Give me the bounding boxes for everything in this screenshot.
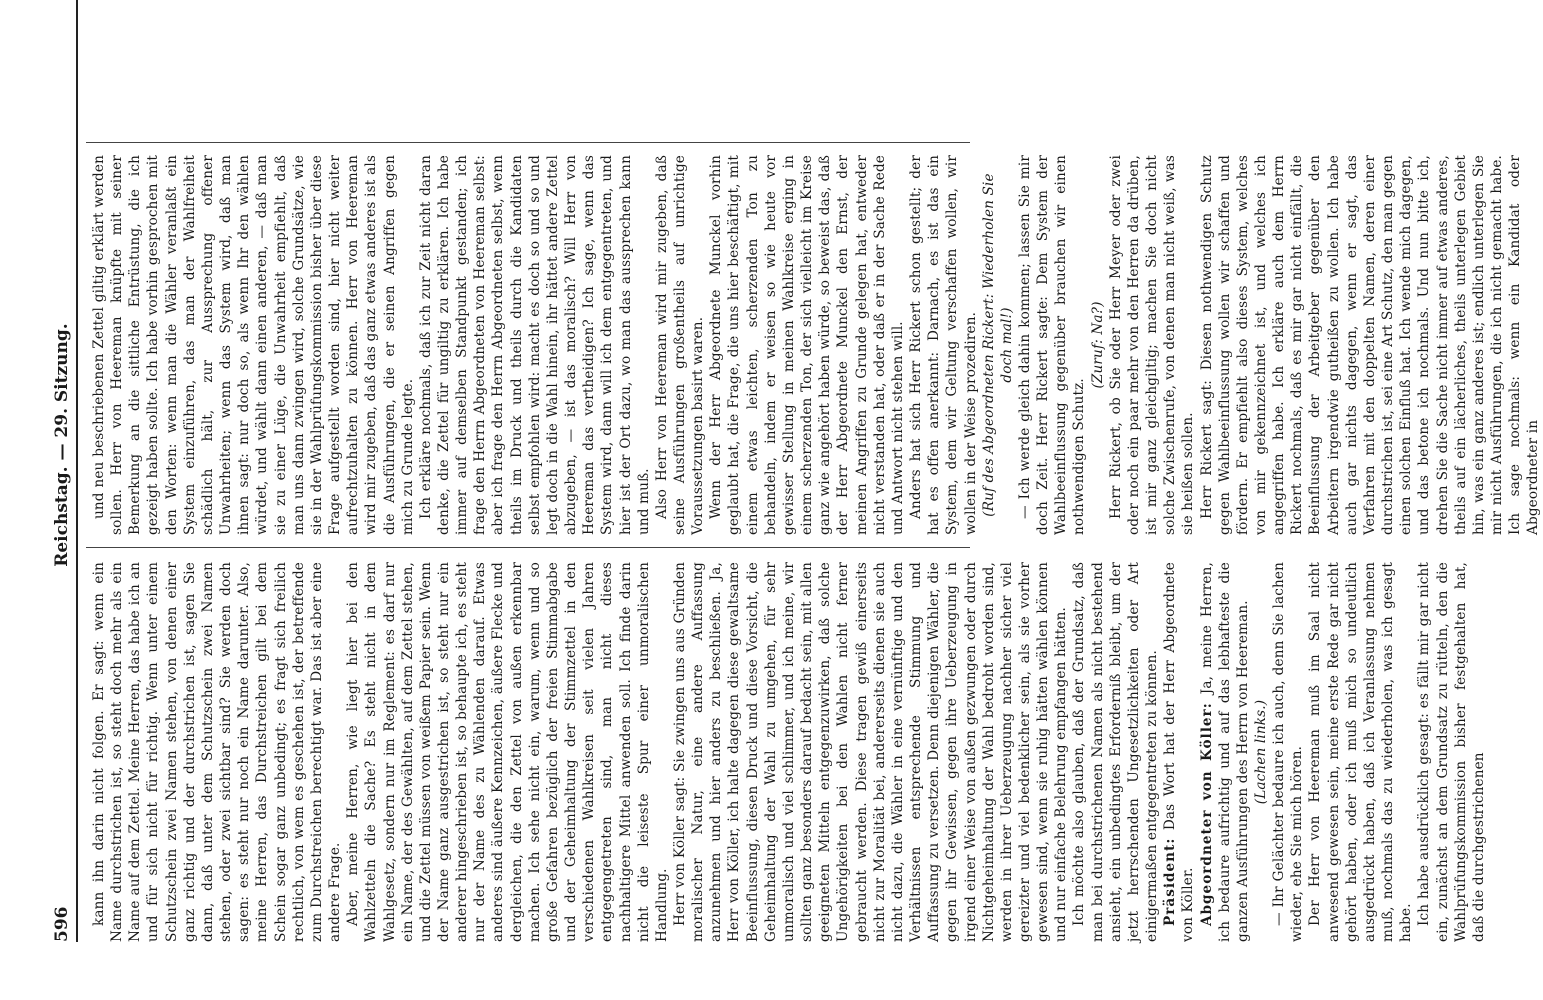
- speaker-paragraph: [1161, 562, 1197, 942]
- stage-direction: (Zuruf: Na?): [1089, 301, 1106, 389]
- page-header: [42, 0, 72, 942]
- body-paragraph: Anders hat sich Herr Rickert schon gestellt; der hat es offen anerkannt: Darnach, es ist das ein System, dem wir Geltung verschaffen wollen, wir wollen in der Weise prozediren.: [908, 155, 979, 535]
- body-paragraph: Ich möchte also glauben, daß der Grundsatz, daß man bei durchstrichenen Namen als nicht bestehend ansieht, ein unbedingtes Erforderniß bleibt, um der jetzt herrschenden Ungesetzlichkeiten oder Art einigermaßen entgegentreten zu können.: [1071, 562, 1161, 942]
- text-column-middle: [90, 155, 1542, 535]
- running-title: Reichstag. — 29. Sitzung.: [52, 323, 72, 567]
- stage-direction: (Ruf des Abgeordneten Rickert: Wiederholen Sie doch mal!): [980, 173, 1015, 517]
- page-number: 596: [52, 906, 72, 942]
- speech-text: Das Wort hat der Herr Abgeordnete von Köller.: [1162, 562, 1197, 942]
- column-divider: [86, 142, 970, 143]
- body-paragraph: Ich erkläre nochmals, daß ich zur Zeit nicht daran denke, die Zettel für ungiltig zu erklären. Ich habe immer auf demselben Standpunkt gestanden; ich frage den Herrn Abgeordneten von Heereman selbst: aber ich frage den Herrn Abgeordneten selbst, wenn theils im Druck und theils durch die Kandidaten selbst empfohlen wird: macht es doch so und so und legt doch in die Wahl hinein, ihr hättet andere Zettel abzugeben, — ist das moralisch? Will Herr von Heereman das vertheidigen? Ich sage, wenn das System wird, dann will ich dem entgegentreten, und hier ist der Ort dazu, wo man das aussprechen kann und muß.: [417, 155, 652, 535]
- body-paragraph: Herr Rickert, ob Sie oder Herr Meyer oder zwei oder noch ein paar mehr von den Herren da drüben, ist mir ganz gleichgiltig; machen Sie doch nicht solche Zwischenrufe, von denen man nicht weiß, was sie heißen sollen.: [1107, 155, 1197, 535]
- body-paragraph: Herr Rickert sagt: Diesen nothwendigen Schutz gegen Wahlbeeinflussung wollen wir schaffen und fördern. Er empfiehlt also dieses System, welches von mir gekennzeichnet ist, und welches ich angegriffen habe. Ich erkläre auch dem Herrn Rickert nochmals, daß es mir gar nicht einfällt, die Beeinflussung der Arbeitgeber gegenüber den Arbeitern irgendwie gutheißen zu wollen. Ich habe auch gar nichts dagegen, wenn er sagt, das Verfahren mit den doppelten Namen, deren einer durchstrichen ist, sei eine Art Schutz, den man gegen einen solchen Einfluß hat. Ich wende mich dagegen, und das betone ich nochmals. Und nun bitte ich, drehen Sie die Sache nicht immer auf etwas anderes, theils auf ein lächerliches, theils unterlegen Gebiet hin, was ein ganz anderes ist; endlich unterlegen Sie mir nicht Ausführungen, die ich nicht gemacht habe. Ich sage nochmals: wenn ein Kandidat oder Abgeordneter in: [1198, 155, 1542, 535]
- header-rule: [76, 0, 78, 942]
- body-paragraph: und neu beschriebenen Zettel giltig erklärt werden sollen. Herr von Heereman knüpfte mit seiner Bemerkung an die sittliche Entrüstung, die ich gezeigt haben sollte. Ich habe vorhin gesprochen mit den Worten: wenn man die Wähler veranlaßt ein System einzuführen, das man der Wahlfreiheit schädlich hält, zur Aussprechung offener Unwahrheiten; wenn das System wird, daß man ihnen sagt: nur doch so, als wenn Ihr den wählen würdet, und wählt dann einen anderen, — daß man sie zu einer Lüge, die Unwahrheit empfiehlt, daß man uns dann zwingen wird, solche Grundsätze, wie sie in der Wahlprüfungskommission bisher über diese Frage aufgestellt worden sind, hier nicht weiter aufrechtzuhalten zu können. Herr von Heereman wird mir zugeben, daß das ganz etwas anderes ist als die Ausführungen, die er seinen Angriffen gegen mich zu Grunde legte.: [91, 155, 416, 535]
- text-column-right: [90, 0, 970, 130]
- body-paragraph: Wenn der Herr Abgeordnete Munckel vorhin geglaubt hat, die Frage, die uns hier beschäftigt, mit einem etwas leichten, scherzenden Ton zu behandeln, indem er weisen so wie heute vor gewisser Stellung in meinen Wahlkreise erging in einem scherzenden Ton, der sich vielleicht im Kreise ganz wie angehört haben würde, so beweist das, daß der Herr Abgeordnete Munckel den Ernst, der meinen Angriffen zu Grunde gelegen hat, entweder nicht verstanden hat, oder daß er in der Sache Rede und Antwort nicht stehen will.: [708, 155, 906, 535]
- text-column-left: [90, 562, 1487, 942]
- stage-direction: (Lachen links.): [1253, 699, 1269, 805]
- body-paragraph: Der Herr von Heereman muß im Saal nicht anwesend gewesen sein, meine erste Rede gar nicht gehört haben, oder ich muß mich so undeutlich ausgedrückt haben, daß ich Veranlassung nehmen muß, nochmals das zu wiederholen, was ich gesagt habe.: [1307, 562, 1415, 942]
- body-paragraph: Herr von Köller sagt: Sie zwingen uns aus Gründen moralischer Natur, eine andere Auffassung anzunehmen und hier anders zu beschließen. Ja, Herr von Köller, ich halte dagegen diese gewaltsame Beeinflussung, diesen Druck und diese Vorsicht, die Geheimhaltung der Wahl zu umgehen, für sehr unmoralisch und viel schlimmer, und ich meine, wir sollten ganz besonders darauf bedacht sein, mit allen geeigneten Mitteln entgegenzuwirken, daß solche Ungehörigkeiten bei den Wahlen nicht ferner gebraucht werden. Diese tragen gewiß einerseits nicht zur Moralität bei, andererseits dienen sie auch nicht dazu, die Wähler in eine vernünftige und den Verhältnissen entsprechende Stimmung und Auffassung zu versetzen. Denn diejenigen Wähler, die gegen ihr Gewissen, gegen ihre Ueberzeugung in irgend einer Weise von außen gezwungen oder durch Nichtgeheimhaltung der Wahl bedroht worden sind, werden in ihrer Ueberzeugung nachher sicher viel gereizter und viel bedenklicher sein, als sie vorher gewesen sind, wenn sie ruhig hätten wählen können und nur einfache Belehrung empfangen hätten.: [672, 562, 1070, 942]
- body-paragraph: kann ihn darin nicht folgen. Er sagt: wenn ein Name durchstrichen ist, so steht doch mehr als ein Name auf dem Zettel. Meine Herren, das habe ich an und für sich nicht für richtig. Wenn unter einem Schutzschein zwei Namen stehen, von denen einer ganz richtig und der durchstrichen ist, sagen Sie dann, daß unter dem Schutzschein zwei Namen stehen, oder zwei sichtbar sind? Sie werden doch sagen: es steht nur noch ein Name darunter. Also, meine Herren, das Durchstreichen gilt bei dem Schein sogar ganz unbedingt; es fragt sich freilich rechtlich, von wem es geschehen ist, der betreffende zum Durchstreichen berechtigt war. Das ist aber eine andere Frage.: [91, 562, 344, 942]
- body-paragraph: Aber, meine Herren, wie liegt hier bei den Wahlzetteln die Sache? Es steht nicht in dem Wahlgesetz, sondern nur im Reglement: es darf nur ein Name, der des Gewählten, auf dem Zettel stehen, und die Zettel müssen von weißem Papier sein. Wenn der Name ganz ausgestrichen ist, so steht nur ein anderer hingeschrieben ist, so behaupte ich, es steht nur der Name des zu Wählenden darauf. Etwas anderes sind äußere Kennzeichen, äußere Flecke und dergleichen, die den Zettel von außen erkennbar machen. Ich sehe nicht ein, warum, wenn und so große Gefahren bezüglich der freien Stimmabgabe und der Geheimhaltung der Stimmzettel in den verschiedenen Wahlkreisen seit vielen Jahren entgegengetreten sind, man nicht dieses nachhaltigere Mittel anwenden soll. Ich finde darin nicht die leiseste Spur einer unmoralischen Handlung.: [345, 562, 670, 942]
- speaker-paragraph: [1198, 562, 1252, 942]
- speaker-name: Präsident:: [1162, 837, 1179, 926]
- speaker-name: Abgeordneter von Köller:: [1198, 702, 1215, 926]
- body-paragraph: — Ich werde gleich dahin kommen; lassen Sie mir doch Zeit. Herr Rickert sagte: Dem System der Wahlbeeinflussung gegenüber brauchen wir einen nothwendigen Schutz.: [1016, 155, 1088, 535]
- body-paragraph: — Ihr Gelächter bedaure ich auch, denn Sie lachen wieder, ehe Sie mich hören.: [1271, 562, 1306, 942]
- column-divider: [86, 547, 970, 548]
- body-paragraph: Ich habe ausdrücklich gesagt: es fällt mir gar nicht ein, zunächst an dem Grundsatz zu rütteln, den die Wahlprüfungskommission bisher festgehalten hat, daß die durchgestrichenen: [1416, 562, 1487, 942]
- body-paragraph: Also Herr von Heereman wird mir zugeben, daß seine Ausführungen großentheils auf unrichtige Voraussetzungen basirt waren.: [653, 155, 707, 535]
- speech-text: Ja, meine Herren, ich bedaure aufrichtig und auf das lebhafteste die ganzen Ausführungen des Herrn von Heereman.: [1198, 562, 1251, 942]
